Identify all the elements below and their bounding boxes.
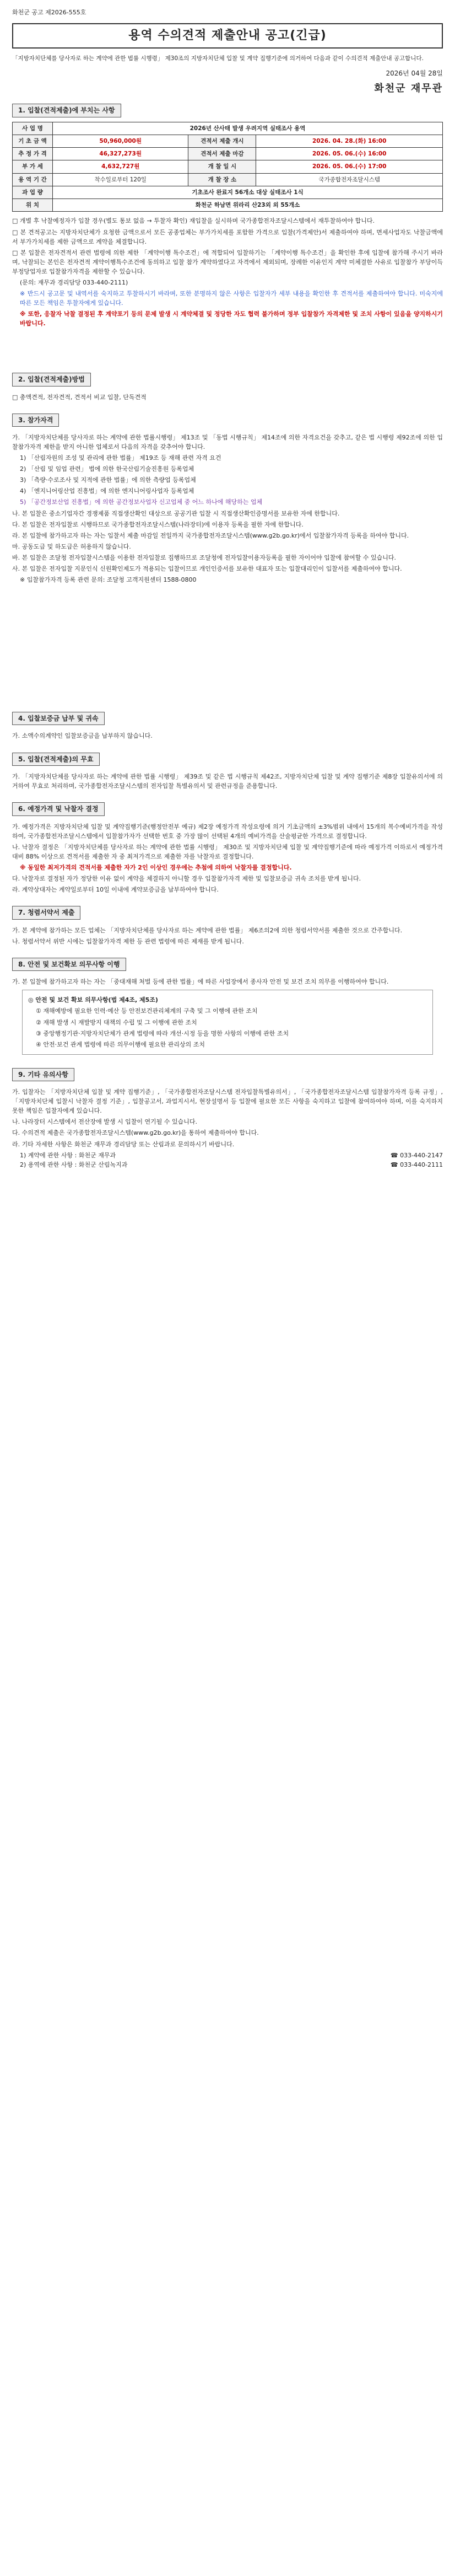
list-item: □ 본 입찰은 전자견적서 관련 법령에 의한 제한 「계약이행 특수조건」에 적합되어 입찰하기는 「계약이행 특수조건」을 확인한 후에 입찰에 참가해 주시기 바라며, 낙찰되는 본인은 전자견적 계약이행특수조건에 동의하고 입찰 참가 계약하였다고 자격에서 제외되며, 장례한 이유인지 계약 미체결한 사유로 입찰참가 부당이득 부정당업자로 입찰참가자격을 제한할 수 있습니다. [12,249,443,275]
section-8-heading: 8. 안전 및 보건확보 의무사항 이행 [12,958,126,972]
note-item: ※ 동일한 최저가격의 견적서를 제출한 자가 2인 이상인 경우에는 추첨에 의하여 낙찰자를 결정합니다. [20,863,292,871]
box-title: ◎ 안전 및 보건 확보 의무사항(법 제4조, 제5조) [28,996,158,1004]
row-value: 국가종합전자조달시스템 [256,173,443,186]
row-header: 추 정 가 격 [13,148,53,160]
section-9-heading: 9. 기타 유의사항 [12,1068,74,1082]
list-item: 가. 본 계약에 참가하는 모든 업체는 「지방자치단체를 당사자로 하는 계약에 관한 법률」 제6조의2에 의한 청렴서약서를 제출한 것으로 간주합니다. [12,926,403,934]
contact-label: 2) 용역에 관한 사항 : 화천군 산림녹지과 [20,1161,128,1168]
table-row [13,173,443,186]
table-row [13,160,443,173]
summary-table [12,122,443,212]
row-header: 과 업 량 [13,186,53,198]
list-item: 라. 본 입찰에 참가하고자 하는 자는 입찰서 제출 마감일 전일까지 국가종합전자조달시스템(www.g2b.go.kr)에서 입찰참가자격 등록을 하여야 합니다. [12,532,409,539]
list-item: 나. 청렴서약서 위반 시에는 입찰참가자격 제한 등 관련 법령에 따른 제재를 받게 됩니다. [12,937,244,945]
table-row [13,199,443,212]
section-7-heading: 7. 청렴서약서 제출 [12,906,80,920]
list-item: ① 재해예방에 필요한 인력·예산 등 안전보건관리체계의 구축 및 그 이행에 관한 조치 [36,1007,258,1015]
row-value: 2026. 04. 28.(화) 16:00 [256,135,443,147]
list-item: 다. 본 입찰은 전자입찰로 시행하므로 국가종합전자조달시스템(나라장터)에 이용자 등록을 필한 자에 한합니다. [12,520,304,528]
intro-text: 「지방자치단체를 당사자로 하는 계약에 관한 법률 시행령」 제30조의 지방자치단체 입찰 및 계약 집행기준에 의거하여 다음과 같이 수의견적 제출안내 공고합니다. [12,55,424,62]
contact-phone: ☎ 033-440-2147 [390,1151,443,1159]
list-item: □ 총액견적, 전자견적, 견적서 비교 입찰, 단독견적 [12,393,147,401]
section-4-heading: 4. 입찰보증금 납부 및 귀속 [12,712,105,726]
list-item: ② 재해 발생 시 재발방지 대책의 수립 및 그 이행에 관한 조치 [36,1018,197,1026]
list-item: □ 본 견적공고는 지방자치단체가 요청한 금액으로서 모든 공종업체는 부가가치세를 포함한 가격으로 입찰(가격제안)서 제출하여야 하며, 면세사업자도 낙찰금액에서 부가가치세를 제한 금액으로 계약을 체결합니다. [12,228,443,245]
row-value: 50,960,000원 [53,135,188,147]
row-value: 46,327,273원 [53,148,188,160]
notice-number: 화천군 공고 제2026-555호 [12,9,86,16]
contact-row [12,1160,443,1169]
list-item: 나. 낙찰자 결정은 「지방자치단체를 당사자로 하는 계약에 관한 법률 시행령」 제30조 및 지방자치단체 입찰 및 계약집행기준에 따라 예정가격 이하로서 예정가격 대비 88% 이상으로 견적서를 제출한 자 중 최저가격으로 제출한 자를 낙찰자로 결정합니다. [12,843,443,860]
list-item: 라. 계약상대자는 계약일로부터 10일 이내에 계약보증금을 납부하여야 합니다. [12,886,219,894]
contact-label: 1) 계약에 관한 사항 : 화천군 재무과 [20,1151,116,1159]
table-row [13,186,443,198]
row-header: 견적서 제출 개시 [188,135,256,147]
contact-phone: ☎ 033-440-2111 [390,1161,443,1168]
notice-content [12,94,443,1169]
list-item: 사. 본 입찰은 전자입찰 지문인식 신원확인제도가 적용되는 입찰이므로 개인인증서를 보유한 대표자 또는 입찰대리인이 입찰서를 제출하여야 합니다. [12,565,402,572]
list-item: 다. 낙찰자로 결정된 자가 정당한 이유 없이 계약을 체결하지 아니할 경우 입찰참가자격 제한 및 입찰보증금 귀속 조치를 받게 됩니다. [12,875,361,883]
row-value: 2026. 05. 06.(수) 16:00 [256,148,443,160]
section-1-heading: 1. 입찰(견적제출)에 부치는 사항 [12,104,121,117]
list-item: 가. 소액수의계약인 입찰보증금을 납부하지 않습니다. [12,732,153,740]
row-value: 착수일로부터 120일 [53,173,188,186]
list-item: 다. 수의견적 제출은 국가종합전자조달시스템(www.g2b.go.kr)을 통하여 제출하여야 합니다. [12,1129,259,1137]
list-item: 1) 「산림자원의 조성 및 관리에 관한 법률」 제19조 등 재해 관련 자격 요건 [20,454,221,462]
list-item: 라. 기타 자세한 사항은 화천군 재무과 경리담당 또는 산림과로 문의하시기 바랍니다. [12,1140,235,1148]
section-5-heading: 5. 입찰(견적제출)의 무효 [12,753,100,766]
list-item: 5) 「공간정보산업 진흥법」에 의한 공간정보사업자 신고업체 중 어느 하나에 해당하는 업체 [20,498,263,506]
section-2-heading: 2. 입찰(견적제출)방법 [12,373,91,387]
list-item: 2) 「산림 및 임업 관련」 법에 의한 한국산림기술진흥원 등록업체 [20,465,194,473]
row-header: 견적서 제출 마감 [188,148,256,160]
list-item: 4) 「엔지니어링산업 진흥법」에 의한 엔지니어링사업자 등록업체 [20,487,194,495]
list-item: ④ 안전·보건 관계 법령에 따른 의무이행에 필요한 관리상의 조치 [36,1040,205,1048]
list-item: 가. 본 입찰에 참가하고자 하는 자는 「중대재해 처벌 등에 관한 법률」에 따른 사업장에서 종사자 안전 및 보건 조치 의무를 이행하여야 합니다. [12,978,389,986]
row-header: 개 찰 장 소 [188,173,256,186]
list-item: 3) 「측량·수로조사 및 지적에 관한 법률」에 의한 측량업 등록업체 [20,476,196,484]
notice-date: 2026년 04월 28일 [386,69,443,78]
row-value: 기초조사 완료지 56개소 대상 실태조사 1식 [53,186,443,198]
row-value: 화천군 하남면 위라리 산23외 외 55개소 [53,199,443,212]
title-block [12,23,443,96]
row-value: 4,632,727원 [53,160,188,173]
list-item: 나. 나라장터 시스템에서 전산장애 발생 시 입찰이 연기될 수 있습니다. [12,1118,197,1126]
section-3-heading: 3. 참가자격 [12,414,59,427]
note-item: ※ 또한, 응찰자 낙찰 결정된 후 계약포기 등의 문제 발생 시 계약체결 및 정당한 자도 협력 불가하며 정부 입찰참가 자격제한 및 조치 사항이 있음을 양지하시기 바랍니다. [20,310,443,327]
contact-row [12,1151,443,1160]
row-value: 2026년 산사태 발생 우려지역 실태조사 용역 [53,122,443,135]
issuer [12,68,443,96]
row-header: 용 역 기 간 [13,173,53,186]
table-row [13,135,443,147]
list-item: ③ 중앙행정기관·지방자치단체가 관계 법령에 따라 개선·시정 등을 명한 사항의 이행에 관한 조치 [36,1029,289,1037]
row-value: 2026. 05. 06.(수) 17:00 [256,160,443,173]
row-header: 위 치 [13,199,53,212]
section-1-items [12,216,443,328]
list-item: (문의: 재무과 경리담당 033-440-2111) [20,278,128,286]
list-item: 가. 입찰자는 「지방자치단체 입찰 및 계약 집행기준」, 「국가종합전자조달시스템 전자입찰특별유의서」, 「국가종합전자조달시스템 입찰참가자격 등록 규정」, 「지방자치단체 입찰시 낙찰자 결정 기준」, 입찰공고서, 과업지시서, 현장설명서 등 입찰에 필요한 모든 사항을 숙지하고 입찰에 참여하여야 하며, 이를 숙지하지 못한 책임은 입찰자에게 있습니다. [12,1088,443,1115]
list-item: □ 개별 후 낙찰예정자가 입찰 경우(별도 통보 없음 → 투찰자 확인) 재입찰을 실시하며 국가종합전자조달시스템에서 재투찰하여야 합니다. [12,217,375,225]
table-row [13,122,443,135]
list-item: 가. 「지방자치단체를 당사자로 하는 계약에 관한 법률 시행령」 제39조 및 같은 법 시행규칙 제42조, 지방자치단체 입찰 및 계약 집행기준 제8장 입찰유의서에 의거하여 무효로 처리하며, 국가종합전자조달시스템의 전자입찰 특별유의서 및 관련규정을 준용합니다. [12,773,443,790]
issuer-org: 화천군 재무관 [374,82,443,94]
table-row [13,148,443,160]
section-6-heading: 6. 예정가격 및 낙찰자 결정 [12,802,105,816]
note-item: ※ 반드시 공고문 및 내역서를 숙지하고 투찰하시기 바라며, 또한 분명하지 않은 사항은 입찰자가 세부 내용을 확인한 후 견적서를 제출하여야 합니다. 미숙지에 따른 모든 책임은 투찰자에게 있습니다. [20,289,443,307]
list-item: 마. 공동도급 및 하도급은 허용하지 않습니다. [12,543,131,550]
list-item: 바. 본 입찰은 조달청 전자입찰시스템을 이용한 전자입찰로 집행하므로 조달청에 전자입찰이용자등록을 필한 자이어야 입찰에 참여할 수 있습니다. [12,554,396,561]
row-header: 기 초 금 액 [13,135,53,147]
page-title: 용역 수의견적 제출안내 공고(긴급) [12,23,443,49]
row-header: 개 찰 일 시 [188,160,256,173]
safety-box [22,990,433,1054]
list-item: 가. 예정가격은 지방자치단체 입찰 및 계약집행기준(행정안전부 예규) 제2장 예정가격 작성요령에 의거 기초금액의 ±3%범위 내에서 15개의 복수예비가격을 작성하여, 국가종합전자조달시스템에서 입찰참가자가 선택한 번호 중 가장 많이 선택된 4개의 예비가격을 산술평균한 가격으로 결정합니다. [12,823,443,840]
row-header: 사 업 명 [13,122,53,135]
list-item: ※ 입찰참가자격 등록 관련 문의: 조달청 고객지원센터 1588-0800 [20,576,197,583]
row-header: 부 가 세 [13,160,53,173]
list-item: 나. 본 입찰은 중소기업자간 경쟁제품 직접생산확인 대상으로 공공기관 입찰 시 직접생산확인증명서를 보유한 자에 한합니다. [12,509,340,517]
list-item: 가. 「지방자치단체를 당사자로 하는 계약에 관한 법률시행령」 제13조 및 「동법 시행규칙」 제14조에 의한 자격요건을 갖추고, 같은 법 시행령 제92조에 의한 입찰참가자격 제한을 받지 아니한 업체로서 다음의 자격을 갖추어야 합니다. [12,434,443,451]
